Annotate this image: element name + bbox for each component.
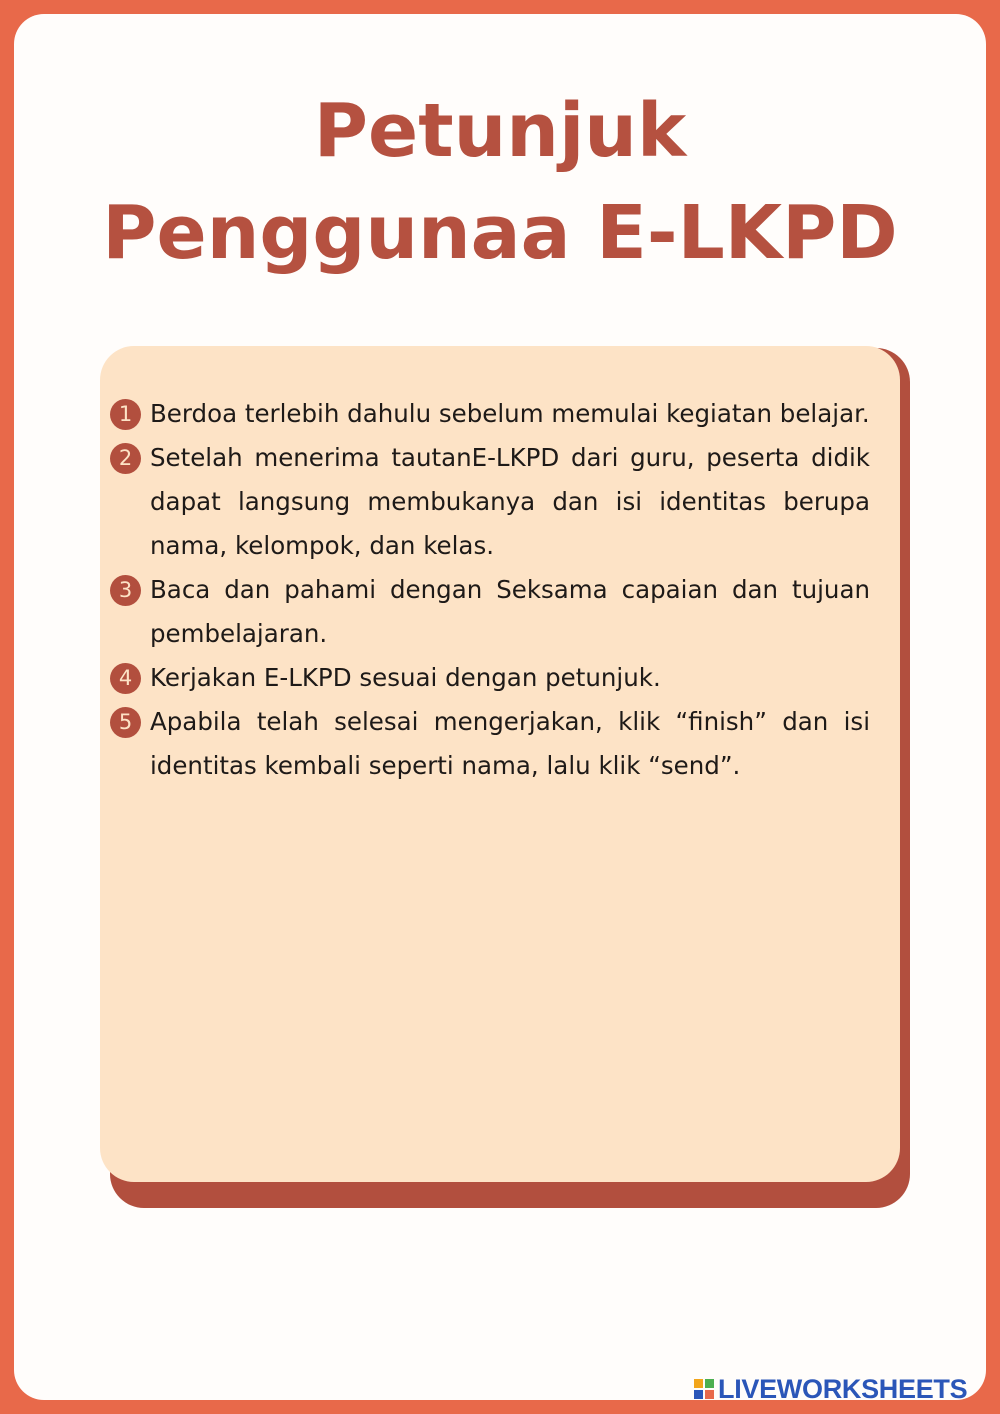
instruction-text: Kerjakan E-LKPD sesuai dengan petunjuk. — [150, 663, 661, 692]
instruction-item-2 — [110, 436, 870, 568]
step-number-badge: 3 — [110, 575, 141, 606]
instruction-item-5 — [110, 700, 870, 788]
instruction-item-1 — [110, 392, 870, 436]
step-number-badge: 2 — [110, 443, 141, 474]
instruction-text: Apabila telah selesai mengerjakan, klik “finish” dan isi identitas kembali seperti nama, lalu klik “send”. — [150, 707, 870, 780]
step-number-badge: 4 — [110, 663, 141, 694]
instruction-text: Berdoa terlebih dahulu sebelum memulai kegiatan belajar. — [150, 399, 870, 428]
instruction-item-4 — [110, 656, 870, 700]
instruction-list — [110, 392, 870, 788]
instruction-item-3 — [110, 568, 870, 656]
instruction-text: Baca dan pahami dengan Seksama capaian dan tujuan pembelajaran. — [150, 575, 870, 648]
title-line-1: Petunjuk — [313, 88, 687, 174]
liveworksheets-logo-icon — [694, 1379, 714, 1399]
page-title — [0, 80, 1000, 284]
brand-name: LIVEWORKSHEETS — [718, 1373, 968, 1404]
instruction-text: Setelah menerima tautanE-LKPD dari guru, peserta didik dapat langsung membukanya dan isi identitas berupa nama, kelompok, dan kelas. — [150, 443, 870, 560]
liveworksheets-brand — [694, 1374, 967, 1404]
step-number-badge: 5 — [110, 707, 141, 738]
title-line-2: Penggunaa E-LKPD — [102, 190, 898, 276]
step-number-badge: 1 — [110, 399, 141, 430]
